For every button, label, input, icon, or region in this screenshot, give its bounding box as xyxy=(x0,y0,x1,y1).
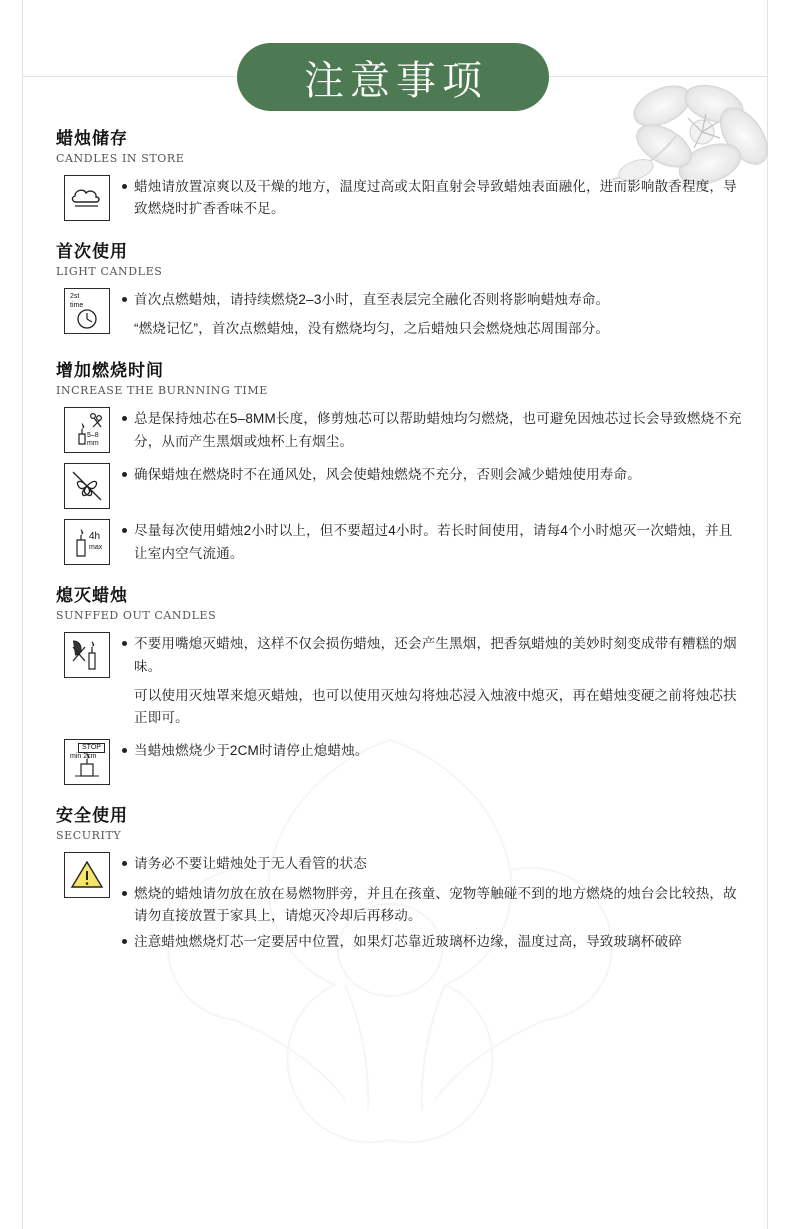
section-title-en: LIGHT CANDLES xyxy=(56,264,163,278)
bullet-text: “燃烧记忆”，首次点燃蜡烛，没有燃烧均匀，之后蜡烛只会燃烧烛芯周围部分。 xyxy=(134,321,610,337)
section-title-cn: 增加燃烧时间 xyxy=(56,361,164,381)
bullet-item xyxy=(122,633,742,678)
section-title-en: SECURITY xyxy=(56,829,122,843)
bullet-dot-hidden xyxy=(122,693,127,698)
bullet-list xyxy=(122,519,742,565)
bullet-dot-hidden xyxy=(122,326,127,331)
section-candles-in-store xyxy=(56,128,742,221)
section-title-en: CANDLES IN STORE xyxy=(56,151,185,165)
section-item xyxy=(56,175,742,221)
bullet-dot xyxy=(122,297,127,302)
bullet-item xyxy=(122,176,742,221)
no-draft-fan-icon xyxy=(64,463,110,509)
section-title-en: INCREASE THE BURNNING TIME xyxy=(56,384,268,398)
section-item xyxy=(56,739,742,785)
bullet-list xyxy=(122,175,742,221)
page-title-banner xyxy=(237,43,549,111)
icon-label-top: 2st xyxy=(70,292,80,300)
section-heading xyxy=(56,360,742,397)
bullet-dot xyxy=(122,861,127,866)
section-heading xyxy=(56,241,742,278)
section-snuffed-out-candles xyxy=(56,585,742,785)
bullet-text: 不要用嘴熄灭蜡烛，这样不仅会损伤蜡烛，还会产生黑烟，把香氛蜡烛的美妙时刻变成带有糟糕的烟味。 xyxy=(134,636,737,674)
page-title: 注意事项 xyxy=(304,57,488,104)
bullet-text: 注意蜡烛燃烧灯芯一定要居中位置，如果灯芯靠近玻璃杯边缘，温度过高，导致玻璃杯破碎 xyxy=(134,934,682,950)
warning-triangle-icon xyxy=(64,852,110,898)
trim-wick-scissors-icon xyxy=(64,407,110,453)
icon-label-top: 4h xyxy=(89,531,101,543)
icon-label-mid: time xyxy=(70,301,84,309)
section-title-cn: 安全使用 xyxy=(56,806,128,826)
bullet-text: 总是保持烛芯在5–8MM长度，修剪烛芯可以帮助蜡烛均匀燃烧，也可避免因烛芯过长会导致燃烧不充分，从而产生黑烟或烛杯上有烟尘。 xyxy=(134,411,742,449)
icon-label-top: STOP xyxy=(78,743,105,752)
bullet-item xyxy=(122,289,742,311)
bullet-list xyxy=(122,852,742,927)
bullet-item xyxy=(122,520,742,565)
section-title-cn: 蜡烛储存 xyxy=(56,129,128,148)
bullet-item xyxy=(122,883,742,928)
max-4h-candle-icon xyxy=(64,519,110,565)
bullet-text: 当蜡烛燃烧少于2CM时请停止熄蜡烛。 xyxy=(134,743,369,759)
section-security xyxy=(56,805,742,953)
stop-2cm-icon xyxy=(64,739,110,785)
section-title-cn: 熄灭蜡烛 xyxy=(56,586,128,606)
section-item xyxy=(56,519,742,565)
section-item xyxy=(56,463,742,509)
bullet-text: 首次点燃蜡烛，请持续燃烧2–3小时，直至表层完全融化否则将影响蜡烛寿命。 xyxy=(134,291,610,307)
icon-label-mid: min 2cm xyxy=(70,753,97,761)
bullet-text: 尽量每次使用蜡烛2小时以上，但不要超过4小时。若长时间使用，请每4个小时熄灭一次蜡烛，并且让室内空气流通。 xyxy=(134,523,733,561)
icon-label-bottom: max xyxy=(89,544,103,552)
bullet-dot xyxy=(122,939,127,944)
bullet-list xyxy=(122,739,742,762)
bullet-dot xyxy=(122,528,127,533)
bullet-text: 蜡烛请放置凉爽以及干燥的地方，温度过高或太阳直射会导致蜡烛表面融化，进而影响散香程度，导致燃烧时扩香香味不足。 xyxy=(134,178,737,217)
section-item xyxy=(56,852,742,927)
section-heading xyxy=(56,585,742,622)
section-title-cn: 首次使用 xyxy=(56,241,128,261)
no-blow-out-icon xyxy=(64,632,110,678)
section-title-en: SUNFFED OUT CANDLES xyxy=(56,609,217,623)
section-heading xyxy=(56,128,742,165)
section-increase-burning-time xyxy=(56,360,742,565)
bullet-list xyxy=(122,463,742,486)
bullet-list xyxy=(122,632,742,729)
bullet-dot xyxy=(122,472,127,477)
bullet-item xyxy=(122,931,742,953)
cloud-storage-icon xyxy=(64,175,110,221)
bullet-text: 可以使用灭烛罩来熄灭蜡烛，也可以使用灭烛勾将烛芯浸入烛液中熄灭，再在蜡烛变硬之前将烛芯扶正即可。 xyxy=(134,687,737,726)
bullet-list xyxy=(122,407,742,453)
bullet-dot xyxy=(122,748,127,753)
bullet-item xyxy=(122,464,742,486)
section-item xyxy=(56,632,742,729)
bullet-item xyxy=(122,853,742,875)
bullet-item xyxy=(122,408,742,453)
bullet-text: 确保蜡烛在燃烧时不在通风处，风会使蜡烛燃烧不充分，否则会减少蜡烛使用寿命。 xyxy=(134,467,641,483)
bullet-dot xyxy=(122,891,127,896)
bullet-item xyxy=(122,318,742,340)
first-time-clock-icon xyxy=(64,288,110,334)
section-item xyxy=(56,288,742,341)
bullet-dot xyxy=(122,641,127,646)
bullet-text: 燃烧的蜡烛请勿放在放在易燃物胖旁，并且在孩童、宠物等触碰不到的地方燃烧的烛台会比较热，故请勿直接放置于家具上，请熄灭冷却后再移动。 xyxy=(134,885,737,923)
section-item xyxy=(56,407,742,453)
icon-label-bottom: mm xyxy=(87,440,99,448)
bullet-item xyxy=(122,740,742,762)
bullet-text: 请务必不要让蜡烛处于无人看管的状态 xyxy=(134,856,367,872)
bullet-dot xyxy=(122,416,127,421)
bullet-list xyxy=(122,288,742,341)
bullet-item xyxy=(122,685,742,730)
section-heading xyxy=(56,805,742,842)
bullet-dot xyxy=(122,184,127,189)
icon-label-mid: 5–8 xyxy=(87,432,99,440)
section-light-candles xyxy=(56,241,742,340)
